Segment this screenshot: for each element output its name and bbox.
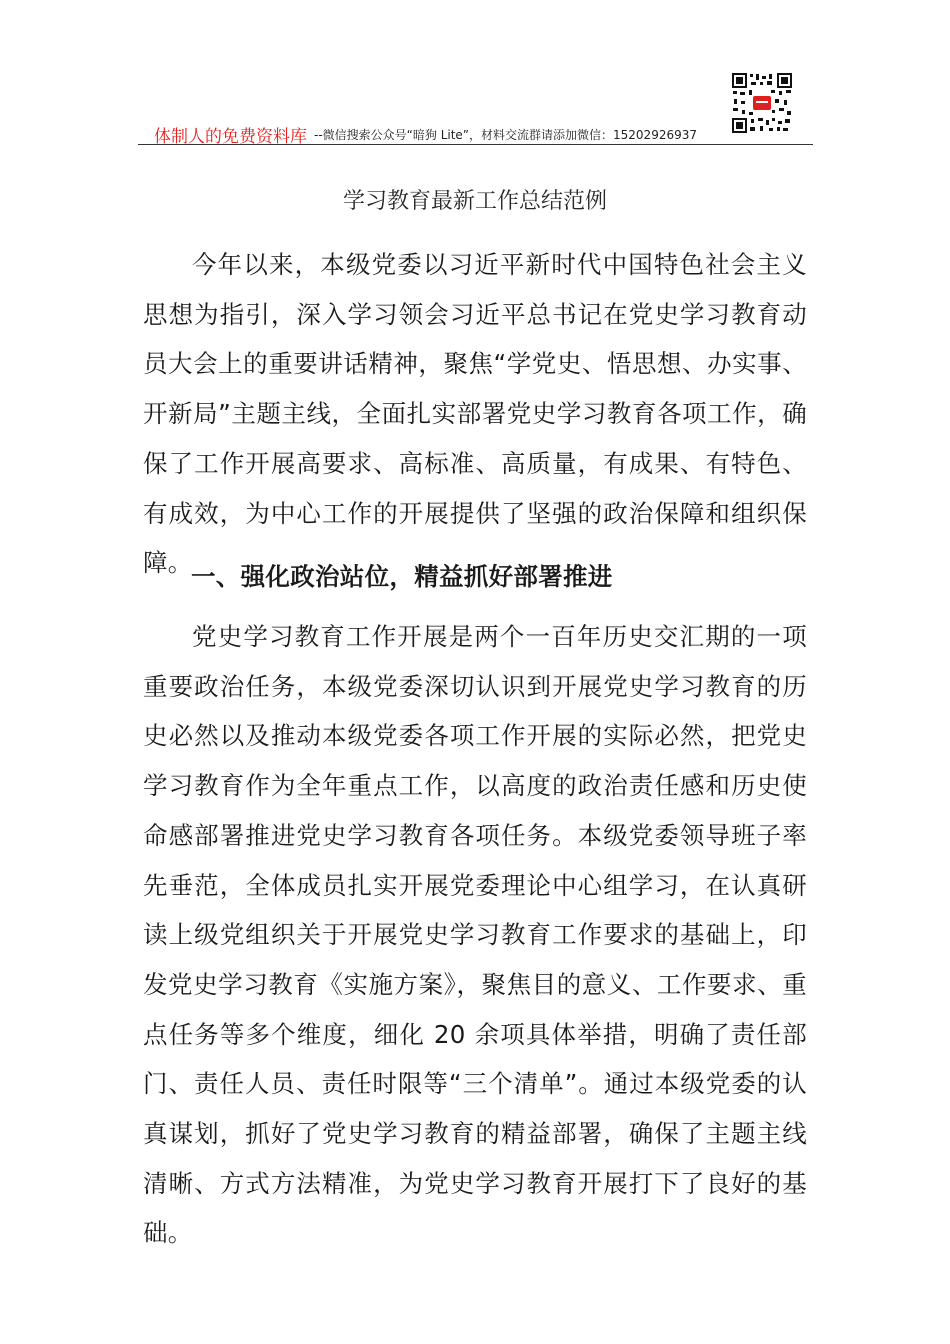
paragraph-section-1: 党史学习教育工作开展是两个一百年历史交汇期的一项重要政治任务，本级党委深切认识到开展党史学习教育的历史必然以及推动本级党委各项工作开展的实际必然，把党史学习教育作为全年重点工作，以高度的政治责任感和历史使命感部署推进党史学习教育各项任务。本级党委领导班子率先垂范，全体成员扎实开展党委理论中心组学习，在认真研读上级党组织关于开展党史学习教育工作要求的基础上，印发党史学习教育《实施方案》，聚焦目的意义、工作要求、重点任务等多个维度，细化 20 余项具体举措，明确了责任部门、责任人员、责任时限等“三个清单”。通过本级党委的认真谋划，抓好了党史学习教育的精益部署，确保了主题主线清晰、方式方法精准，为党史学习教育开展打下了良好的基础。: [143, 622, 807, 1248]
section-heading-1: 一、强化政治站位，精益抓好部署推进: [191, 562, 613, 591]
header-note: --微信搜索公众号“暗狗 Lite”，材料交流群请添加微信：15202926937: [314, 128, 697, 142]
qr-code-icon: [731, 72, 793, 134]
watermark-header: [138, 118, 810, 146]
header-divider: [138, 144, 813, 145]
paragraph-intro: 今年以来，本级党委以习近平新时代中国特色社会主义思想为指引，深入学习领会习近平总书记在党史学习教育动员大会上的重要讲话精神，聚焦“学党史、悟思想、办实事、开新局”主题主线，全面扎实部署党史学习教育各项工作，确保了工作开展高要求、高标准、高质量，有成果、有特色、有成效，为中心工作的开展提供了坚强的政治保障和组织保障。: [143, 250, 807, 578]
brand-label: 体制人的免费资料库: [154, 127, 307, 147]
document-title: 学习教育最新工作总结范例: [342, 189, 607, 214]
